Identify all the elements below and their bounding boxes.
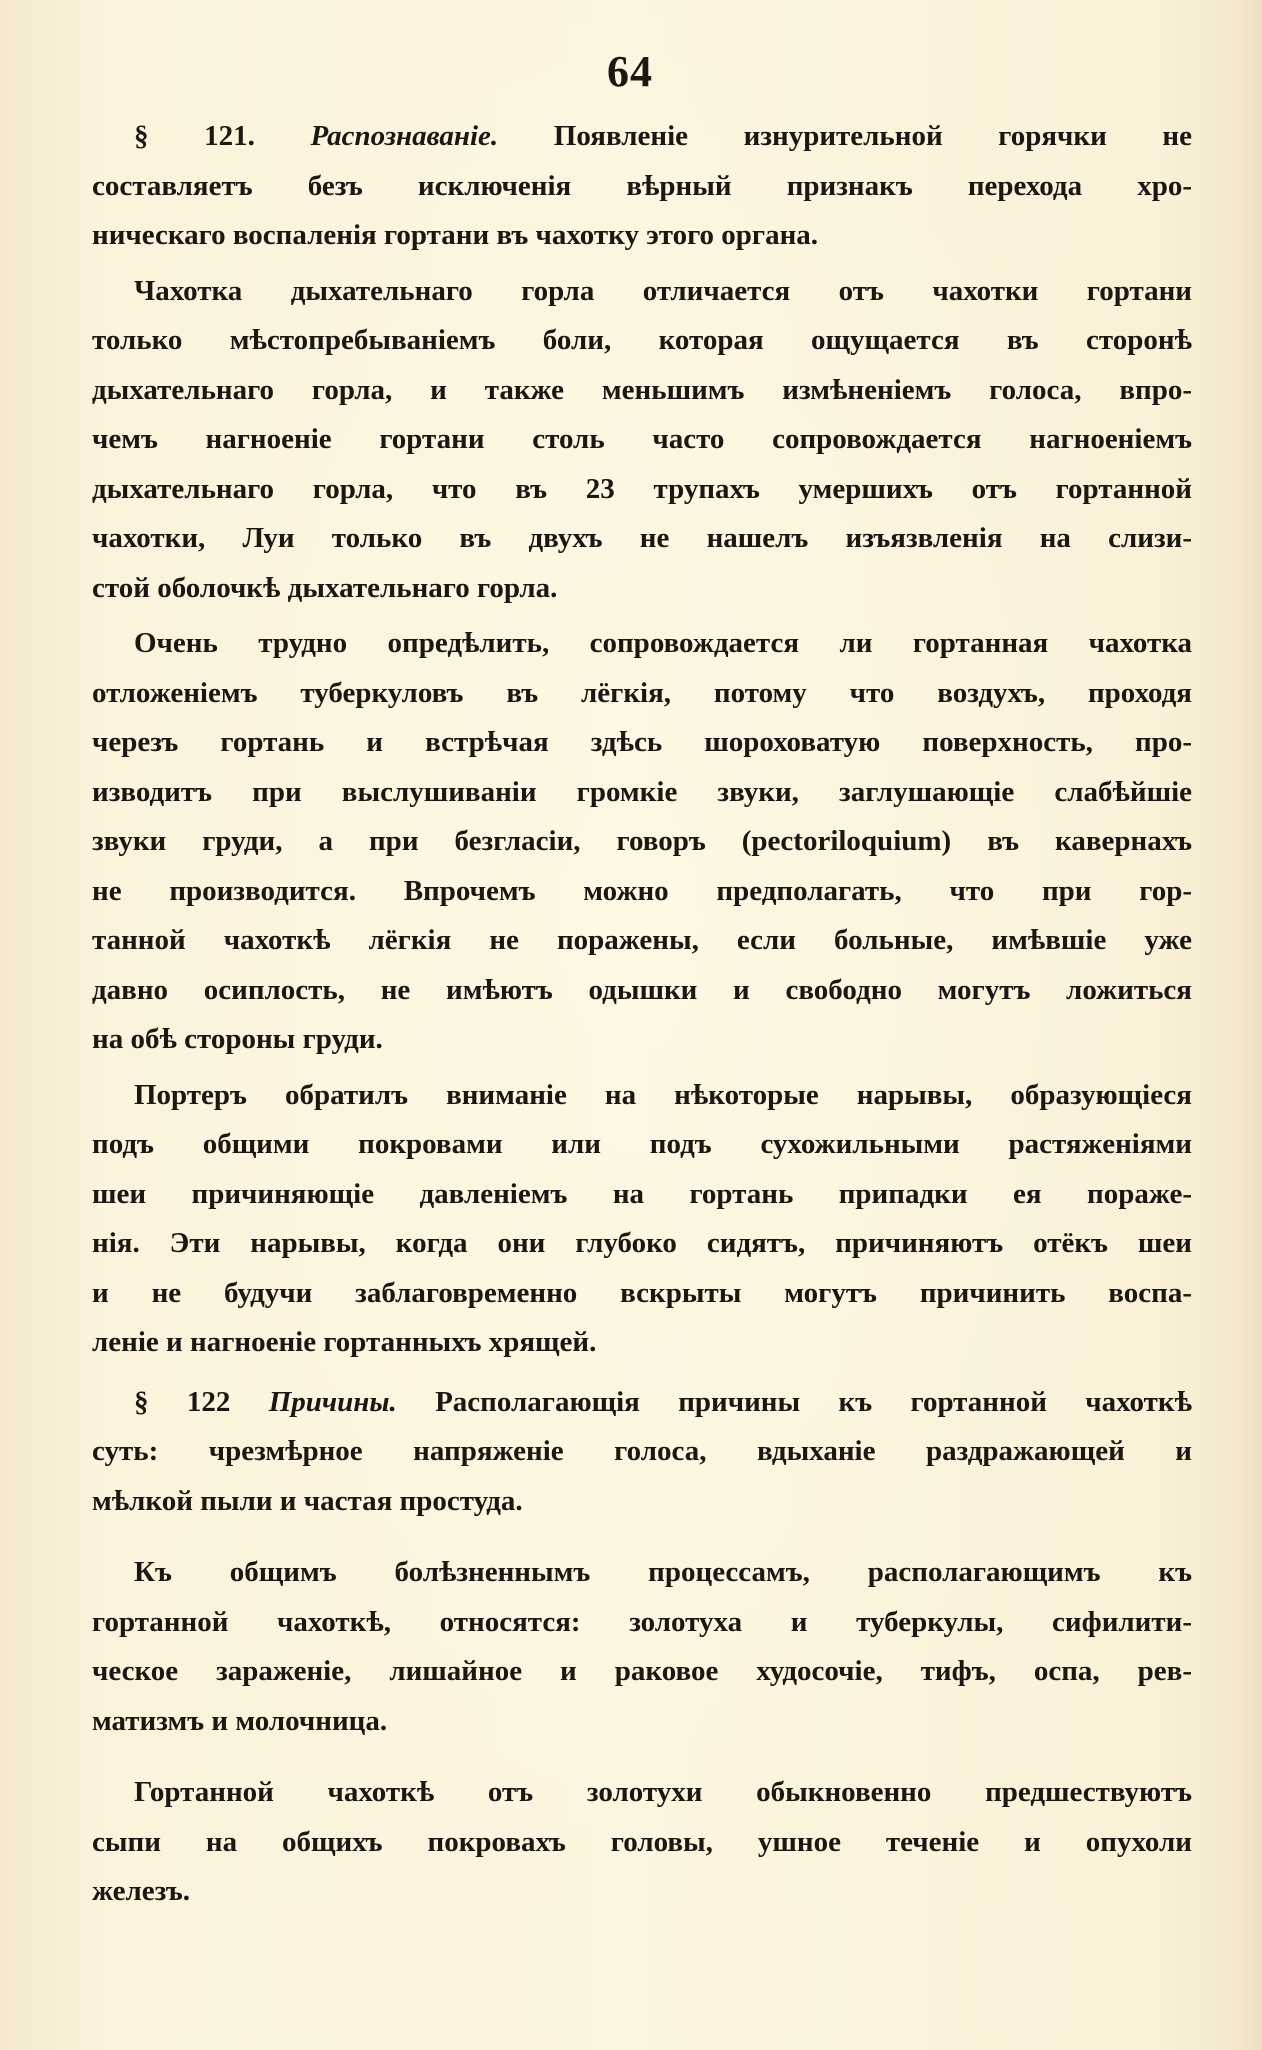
- paragraph: [92, 1768, 1192, 1917]
- paragraph: [92, 619, 1192, 1065]
- text-line: мѣлкой пыли и частая простуда.: [92, 1484, 523, 1517]
- text-line: Къ общимъ болѣзненнымъ процессамъ, располагающимъ къ: [134, 1556, 1192, 1588]
- text-line: дыхательнаго горла, что въ 23 трупахъ умершихъ отъ гортанной: [92, 472, 1192, 505]
- text-line: давно осиплость, не имѣютъ одышки и свободно могутъ ложиться: [92, 973, 1192, 1006]
- text-line: составляетъ безъ исключенія вѣрный признакъ перехода хро-: [92, 169, 1192, 202]
- text-line: чахотки, Луи только въ двухъ не нашелъ изъязвленія на слизи-: [92, 522, 1192, 554]
- text-line: ческое зараженіе, лишайное и раковое худосочіе, тифъ, оспа, рев-: [92, 1655, 1192, 1687]
- text-line: изводитъ при выслушиваніи громкіе звуки, заглушающіе слабѣйшіе: [92, 775, 1192, 808]
- text-line: гортанной чахоткѣ, относятся: золотуха и туберкулы, сифилити-: [92, 1605, 1192, 1638]
- text-line: отложеніемъ туберкуловъ въ лёгкія, потому что воздухъ, проходя: [92, 676, 1192, 709]
- text-line: Портеръ обратилъ вниманіе на нѣкоторые нарывы, образующіеся: [134, 1078, 1192, 1111]
- text-line: не производится. Впрочемъ можно предполагать, что при гор-: [92, 874, 1192, 907]
- paragraph-gap: [92, 1746, 1192, 1768]
- text-line: [92, 112, 1192, 162]
- text-line: леніе и нагноеніе гортанныхъ хрящей.: [92, 1326, 597, 1358]
- paragraph-section-122: [92, 1378, 1192, 1527]
- text-line: железъ.: [92, 1875, 190, 1907]
- text-line: танной чахоткѣ лёгкія не поражены, если больные, имѣвшіе уже: [92, 924, 1192, 956]
- line-text: Появленіе изнурительной горячки не: [553, 120, 1193, 152]
- text-line: матизмъ и молочница.: [92, 1704, 388, 1737]
- line-text: Располагающія причины къ гортанной чахоткѣ: [435, 1385, 1192, 1418]
- page-number: 64: [607, 47, 653, 96]
- section-number: § 121.: [134, 120, 255, 152]
- text-line: ническаго воспаленія гортани въ чахотку этого органа.: [92, 219, 819, 251]
- text-line: Очень трудно опредѣлить, сопровождается ли гортанная чахотка: [134, 627, 1192, 659]
- paragraph: [92, 1071, 1192, 1368]
- text-line: дыхательнаго горла, и также меньшимъ измѣненіемъ голоса, впро-: [92, 373, 1192, 406]
- text-line: шеи причиняющіе давленіемъ на гортань припадки ея пораже-: [92, 1177, 1192, 1210]
- section-number: § 122: [134, 1385, 231, 1418]
- text-line: звуки груди, а при безгласіи, говоръ (pectoriloquium) въ кавернахъ: [92, 825, 1192, 857]
- text-line: [92, 1378, 1192, 1428]
- text-line: на обѣ стороны груди.: [92, 1023, 383, 1055]
- text-line: суть: чрезмѣрное напряженіе голоса, вдыханіе раздражающей и: [92, 1435, 1192, 1467]
- text-line: стой оболочкѣ дыхательнаго горла.: [92, 571, 558, 604]
- section-heading: Распознаваніе.: [310, 120, 499, 152]
- paragraph-gap: [92, 1368, 1192, 1378]
- paragraph: [92, 267, 1192, 614]
- text-line: только мѣстопребываніемъ боли, которая ощущается въ сторонѣ: [92, 324, 1192, 356]
- page-gutter-shadow: [1240, 0, 1262, 2050]
- text-line: и не будучи заблаговременно вскрыты могутъ причинить воспа-: [92, 1276, 1192, 1309]
- text-line: сыпи на общихъ покровахъ головы, ушное теченіе и опухоли: [92, 1825, 1192, 1858]
- text-line: Гортанной чахоткѣ отъ золотухи обыкновенно предшествуютъ: [134, 1776, 1192, 1808]
- text-line: чемъ нагноеніе гортани столь часто сопровождается нагноеніемъ: [92, 423, 1192, 455]
- text-line: Чахотка дыхательнаго горла отличается отъ чахотки гортани: [134, 274, 1192, 307]
- text-line: черезъ гортань и встрѣчая здѣсь шороховатую поверхность, про-: [92, 726, 1192, 758]
- text-line: подъ общими покровами или подъ сухожильными растяженіями: [92, 1128, 1192, 1160]
- paragraph: [92, 1548, 1192, 1746]
- text-line: нія. Эти нарывы, когда они глубоко сидятъ, причиняютъ отёкъ шеи: [92, 1227, 1192, 1259]
- paragraph-gap: [92, 1526, 1192, 1548]
- section-heading: Причины.: [268, 1385, 397, 1418]
- paragraph-section-121: [92, 112, 1192, 261]
- text-body: [92, 112, 1192, 1917]
